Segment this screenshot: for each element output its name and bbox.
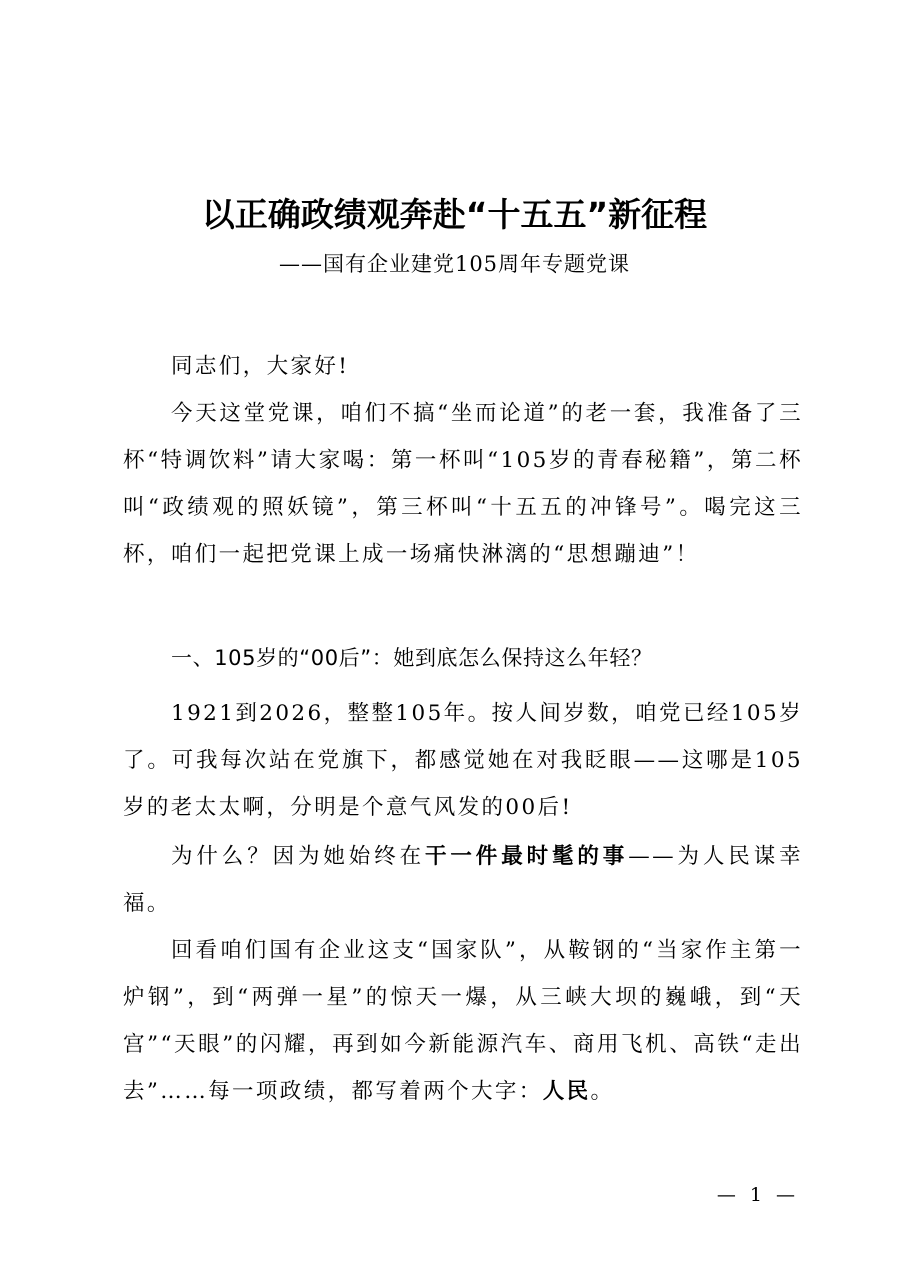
paragraph-3-text-end: 。 [590, 1079, 615, 1104]
section-heading-1: 一、105岁的“00后”：她到底怎么保持这么年轻？ [171, 646, 653, 670]
body-paragraph-1: 1921到2026，整整105年。按人间岁数，咱党已经105岁了。可我每次站在党旗下，都感觉她在对我眨眼——这哪是105岁的老太太啊，分明是个意气风发的00后! [123, 701, 803, 820]
paragraph-2-text-start: 为什么？因为她始终在 [171, 844, 425, 869]
paragraph-2-text-end: ——为人民谋幸福。 [123, 844, 803, 916]
document-title: 以正确政绩观奔赴“十五五”新征程 [201, 195, 708, 234]
body-paragraph-3 [123, 927, 803, 1115]
emphasis-fashionable-thing: 干一件最时髦的事 [425, 844, 629, 869]
document-subtitle: ——国有企业建党105周年专题党课 [278, 252, 631, 276]
emphasis-people: 人民 [542, 1079, 591, 1104]
page-number: — 1 — [716, 1184, 799, 1206]
body-paragraph-2 [123, 833, 803, 927]
paragraph-3-text-start: 回看咱们国有企业这支“国家队”，从鞍钢的“当家作主第一炉钢”，到“两弹一星”的惊天一爆，从三峡大坝的巍峨，到“天宫”“天眼”的闪耀，再到如今新能源汽车、商用飞机、高铁“走出去”……每一项政绩，都写着两个大字： [123, 938, 803, 1104]
intro-paragraph: 今天这堂党课，咱们不搞“坐而论道”的老一套，我准备了三杯“特调饮料”请大家喝：第一杯叫“105岁的青春秘籍”，第二杯叫“政绩观的照妖镜”，第三杯叫“十五五的冲锋号”。喝完这三杯，咱们一起把党课上成一场痛快淋漓的“思想蹦迪”！ [123, 401, 803, 567]
greeting-paragraph: 同志们，大家好! [171, 354, 350, 379]
